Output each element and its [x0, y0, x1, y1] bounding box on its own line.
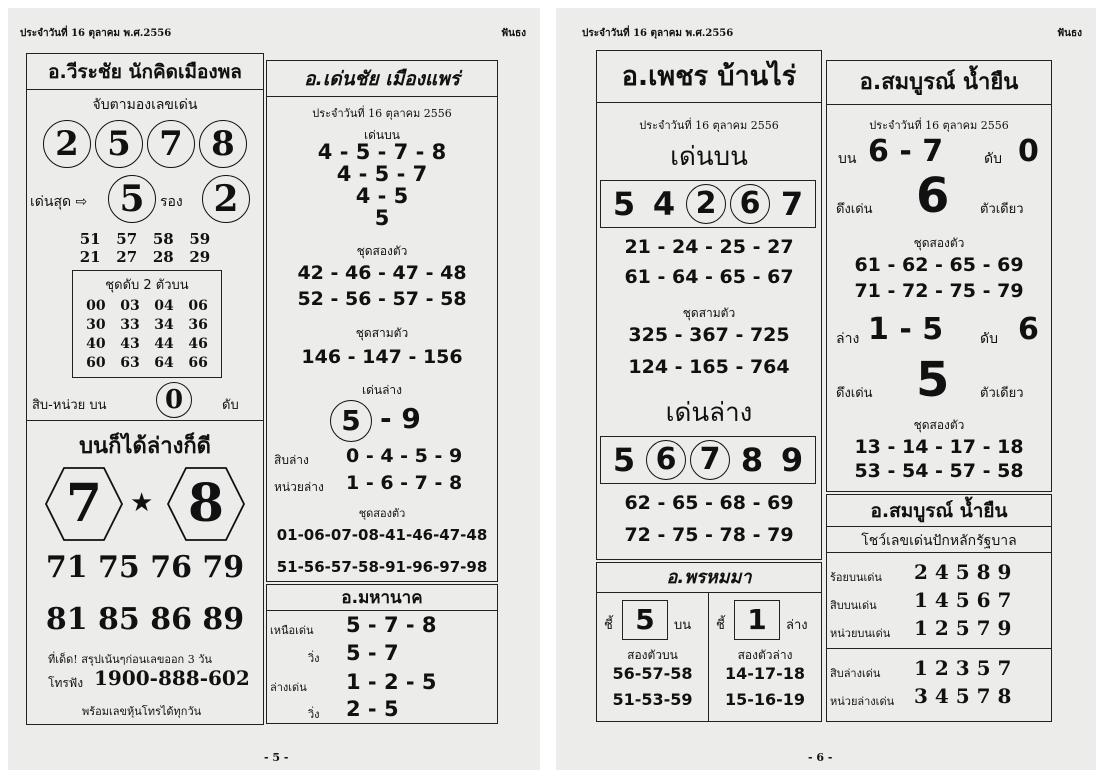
phone-number: 1900-888-602	[94, 666, 250, 690]
maha-label: ล่างเด่น	[270, 681, 307, 694]
top-row: 5	[374, 206, 390, 230]
second-digit: 2	[202, 175, 250, 223]
maha-label: เหนือเด่น	[270, 624, 314, 637]
two-label: ชุดสองตัว	[356, 244, 408, 258]
two-row-2: 51-56-57-58-91-96-97-98	[276, 558, 488, 576]
best-digit: 5	[108, 175, 156, 223]
set-row: 40 43 44 46	[86, 336, 208, 352]
maha-value: 2 - 5	[346, 697, 399, 721]
units-value: 1 - 6 - 7 - 8	[346, 472, 463, 494]
two-label: ชุดสองตัว	[913, 236, 965, 250]
show-row-label: หน่วยบนเด่น	[830, 627, 891, 640]
prom-top-value: 5	[622, 600, 668, 640]
single2-label: ตัวเดียว	[980, 386, 1024, 401]
top-digit: 2	[686, 184, 726, 224]
maha-label: วิ่ง	[308, 652, 320, 665]
two-row: 52 - 56 - 57 - 58	[297, 288, 467, 310]
page-tag: ฟันธง	[1057, 28, 1082, 39]
set-row: 60 63 64 66	[86, 355, 208, 371]
divider	[827, 648, 1051, 649]
three-row: 325 - 367 - 725	[628, 324, 790, 346]
show-row-label: หน่วยล่างเด่น	[830, 695, 895, 708]
two-row: 61 - 62 - 65 - 69	[854, 254, 1024, 276]
page-tag: ฟันธง	[501, 28, 526, 39]
second-label: รอง	[160, 194, 183, 210]
top-digits-box	[600, 180, 816, 228]
prom-top-sub: สองตัวบน	[627, 648, 678, 662]
two-row-2: 01-06-07-08-41-46-47-48	[276, 526, 488, 544]
single-label: ตัวเดียว	[980, 202, 1024, 217]
petch-date: ประจำวันที่ 16 ตุลาคม 2556	[639, 119, 779, 132]
unit-label: สิบ-หน่วย บน	[32, 398, 107, 413]
main-digit: 8	[199, 120, 247, 168]
somboon-title: อ.สมบูรณ์ น้ำยืน	[827, 61, 1051, 105]
pairs-row: 51 57 58 59	[79, 230, 211, 248]
promo-footer: พร้อมเลขหุ้นโทรได้ทุกวัน	[82, 705, 202, 718]
main-digit: 7	[147, 120, 195, 168]
low-digits-box	[600, 436, 816, 484]
somboon-date: ประจำวันที่ 16 ตุลาคม 2556	[869, 119, 1009, 132]
low-label: เด่นล่าง	[665, 398, 753, 428]
show-title: อ.สมบูรณ์ น้ำยืน	[827, 495, 1051, 527]
two-label-2: ชุดสองตัว	[913, 418, 965, 432]
maha-value: 5 - 7 - 8	[346, 613, 437, 637]
low-label: เด่นล่าง	[361, 383, 403, 397]
low-dab-value: 6	[1018, 312, 1039, 347]
up-value: 6 - 7	[868, 134, 944, 169]
star-icon: ★	[130, 488, 154, 518]
slogan: บนก็ได้ล่างก็ดี	[79, 434, 211, 459]
prom-top-pre: ชี้	[604, 618, 613, 633]
low-row: 62 - 65 - 68 - 69	[624, 492, 794, 514]
pull2-value: 5	[916, 352, 950, 408]
petch-title: อ.เพชร บ้านไร่	[597, 51, 821, 103]
show-row-label: สิบล่างเด่น	[830, 667, 881, 680]
low-digit: 8	[740, 441, 764, 479]
two-row: 61 - 64 - 65 - 67	[624, 266, 794, 288]
top-row: 4 - 5 - 7	[336, 162, 428, 186]
two-row: 42 - 46 - 47 - 48	[297, 262, 467, 284]
pull-label: ดึงเด่น	[836, 202, 873, 217]
best-label: เด่นสุด ⇨	[30, 194, 88, 210]
prommama-title: อ.พรหมมา	[597, 563, 821, 593]
up-pre: บน	[838, 151, 857, 167]
show-row-value: 1 4 5 6 7	[914, 588, 1012, 612]
hex-digit: 8	[187, 473, 225, 534]
low-digit: 5	[330, 400, 372, 442]
hex-digit: 7	[65, 473, 103, 534]
denchai-title: อ.เด่นชัย เมืองแพร่	[267, 61, 497, 97]
page-5	[8, 8, 540, 770]
top-digit: 5	[612, 185, 636, 223]
divider	[27, 420, 263, 421]
pairs-row: 21 27 28 29	[79, 248, 211, 266]
tens-label: สิบล่าง	[274, 453, 309, 467]
show-row-value: 3 4 5 7 8	[914, 684, 1012, 708]
page-6	[556, 8, 1096, 770]
tens-value: 0 - 4 - 5 - 9	[346, 445, 463, 467]
three-row: 146 - 147 - 156	[301, 346, 463, 368]
prom-low-row: 15-16-19	[724, 690, 806, 709]
set-row: 30 33 34 36	[86, 317, 208, 333]
unit-digit: 0	[156, 382, 192, 418]
units-label: หน่วยล่าง	[274, 480, 324, 494]
phone-label: โทรฟัง	[48, 676, 84, 690]
prom-top-row: 56-57-58	[612, 664, 693, 683]
page-number: - 6 -	[808, 751, 833, 764]
main-digit: 2	[43, 120, 91, 168]
top-row: 4 - 5 - 7 - 8	[317, 140, 447, 164]
big-row: 81 85 86 89	[45, 602, 245, 637]
three-label: ชุดสามตัว	[355, 326, 409, 340]
three-row: 124 - 165 - 764	[628, 356, 790, 378]
two-row: 71 - 72 - 75 - 79	[854, 280, 1024, 302]
two-row-2: 13 - 14 - 17 - 18	[854, 436, 1024, 458]
pull-value: 6	[916, 168, 950, 224]
top-digit: 4	[652, 185, 676, 223]
maha-value: 1 - 2 - 5	[346, 670, 437, 694]
up-dab-value: 0	[1018, 134, 1039, 169]
promo-note: ที่เด็ด! สรุปเน้นๆก่อนเลขออก 3 วัน	[48, 653, 212, 666]
divider	[827, 552, 1051, 553]
big-row: 71 75 76 79	[45, 550, 245, 585]
top-label: เด่นบน	[364, 128, 400, 142]
prom-low-pre: ชี้	[716, 618, 725, 633]
page-date-header: ประจำวันที่ 16 ตุลาคม พ.ศ.2556	[582, 28, 734, 39]
prom-top-row: 51-53-59	[612, 690, 693, 709]
top-digit: 6	[730, 184, 770, 224]
low-value: 1 - 5	[868, 312, 944, 347]
top-label: เด่นบน	[670, 142, 748, 172]
low-digit: 6	[646, 440, 686, 480]
top-digit: 7	[780, 185, 804, 223]
prom-low-value: 1	[734, 600, 780, 640]
page-number: - 5 -	[264, 751, 289, 764]
two-row: 21 - 24 - 25 - 27	[624, 236, 794, 258]
set-row: 00 03 04 06	[86, 298, 208, 314]
focus-subtitle: จับตามองเลขเด่น	[92, 97, 198, 113]
low-digit: 9	[780, 441, 804, 479]
show-subtitle: โชว์เลขเด่นปักหลักรัฐบาล	[861, 533, 1017, 549]
unit-suffix: ดับ	[222, 398, 239, 413]
show-row-label: ร้อยบนเด่น	[830, 571, 882, 584]
low-row: 72 - 75 - 78 - 79	[624, 524, 794, 546]
set-title: ชุดดับ 2 ตัวบน	[105, 278, 189, 293]
show-row-value: 2 4 5 8 9	[914, 560, 1012, 584]
page-date-header: ประจำวันที่ 16 ตุลาคม พ.ศ.2556	[20, 28, 172, 39]
show-row-value: 1 2 5 7 9	[914, 616, 1012, 640]
prom-low-row: 14-17-18	[724, 664, 806, 683]
denchai-date: ประจำวันที่ 16 ตุลาคม 2556	[312, 107, 452, 120]
two-row-2: 53 - 54 - 57 - 58	[854, 460, 1024, 482]
maha-value: 5 - 7	[346, 641, 399, 665]
low-digit: 5	[612, 441, 636, 479]
show-row-value: 1 2 3 5 7	[914, 656, 1012, 680]
weerachai-title: อ.วีระชัย นักคิดเมืองพล	[27, 54, 263, 90]
prom-top-suffix: บน	[674, 618, 692, 633]
maha-label: วิ่ง	[308, 708, 320, 721]
prom-low-sub: สองตัวล่าง	[737, 648, 793, 662]
low-dab: ดับ	[980, 331, 998, 347]
prom-low-suffix: ล่าง	[786, 618, 808, 633]
main-digits	[32, 120, 258, 168]
mahanak-title: อ.มหานาค	[267, 585, 497, 611]
pull2-label: ดึงเด่น	[836, 386, 873, 401]
low-digit: 7	[690, 440, 730, 480]
show-row-label: สิบบนเด่น	[830, 599, 877, 612]
low-digit-b: - 9	[380, 402, 421, 435]
top-row: 4 - 5	[355, 184, 409, 208]
low-pre: ล่าง	[836, 331, 860, 347]
three-label: ชุดสามตัว	[682, 306, 736, 320]
up-dab: ดับ	[984, 151, 1002, 167]
main-digit: 5	[95, 120, 143, 168]
two-label-2: ชุดสองตัว	[358, 507, 406, 520]
